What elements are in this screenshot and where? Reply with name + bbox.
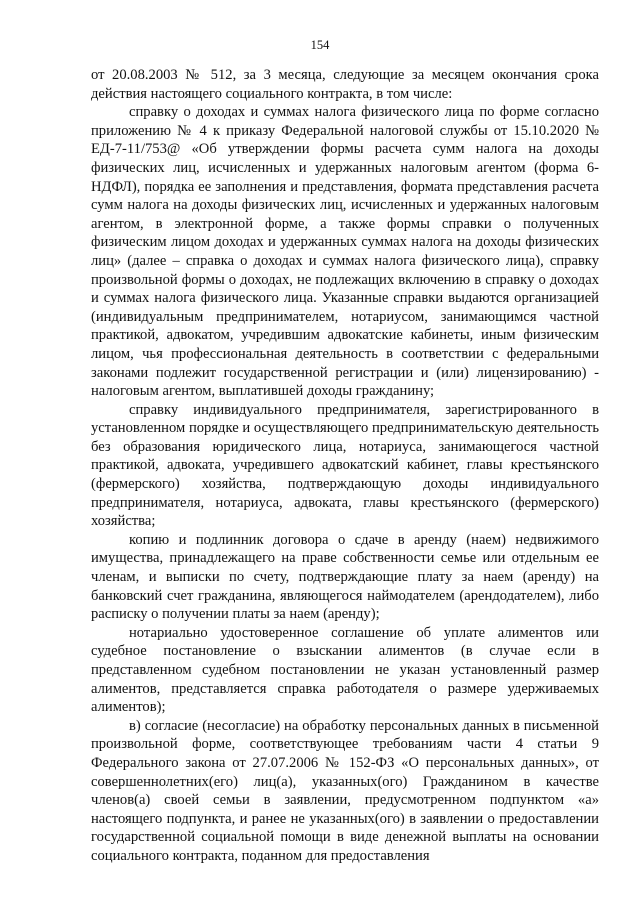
paragraph-personal-data-consent: в) согласие (несогласие) на обработку персональных данных в письменной произвольной форме, соответствующее требованиям части 4 статьи 9 Федерального закона от 27.07.2006 № 152-ФЗ «О персональных данных», от совершеннолетних(его) лиц(а), указанных(ого) Гражданином в качестве членов(а) своей семьи в заявлении, предусмотренном подпунктом «а» настоящего подпункта, и ранее не указанных(ого) в заявлении о предоставлении государственной социальной помощи в виде денежной выплаты на основании социального контракта, поданном для предоставления [91,717,599,864]
paragraph-lease-agreement: копию и подлинник договора о сдаче в аренду (наем) недвижимого имущества, принадлежащего на праве собственности семье или отдельным ее членам, и выписки по счету, подтверждающие плату за наем (аренду) на банковский счет гражданина, являющегося наймодателем (арендодателем), либо расписку о получении платы за наем (аренду); [91,531,599,623]
page-number: 154 [310,38,330,52]
paragraph-alimony-agreement: нотариально удостоверенное соглашение об уплате алиментов или судебное постановление о взыскании алиментов (в случае если в представленном судебном постановлении не указан установленный размер алиментов, представляется справка работодателя о размере удерживаемых алиментов); [91,624,599,716]
document-body [91,66,599,866]
paragraph-intro: от 20.08.2003 № 512, за 3 месяца, следующие за месяцем окончания срока действия настоящего социального контракта, в том числе: [91,67,599,102]
paragraph-entrepreneur-certificate: справку индивидуального предпринимателя, зарегистрированного в установленном порядке и осуществляющего предпринимательскую деятельность без образования юридического лица, нотариуса, занимающегося частной практикой, адвоката, учредившего адвокатский кабинет, главы крестьянского (фермерского) хозяйства, подтверждающую доходы индивидуального предпринимателя, нотариуса, адвоката, главы крестьянского (фермерского) хозяйства; [91,401,599,530]
paragraph-income-certificate: справку о доходах и суммах налога физического лица по форме согласно приложению № 4 к приказу Федеральной налоговой службы от 15.10.2020 № ЕД-7-11/753@ «Об утверждении формы расчета сумм налога на доходы физических лиц, исчисленных и удержанных налоговым агентом (форма 6-НДФЛ), порядка ее заполнения и представления, формата представления расчета сумм налога на доходы физических лиц, исчисленных и удержанных налоговым агентом, в электронной форме, а также формы справки о полученных физическим лицом доходах и удержанных суммах налога на доходы физических лиц» (далее – справка о доходах и суммах налога физического лица), справку произвольной формы о доходах, не подлежащих включению в справку о доходах и суммах налога физического лица. Указанные справки выдаются организацией (индивидуальным предпринимателем, нотариусом, занимающимся частной практикой, адвокатом, учредившим адвокатские кабинеты, иным физическим лицом, чья профессиональная деятельность в соответствии с федеральными законами подлежит государственной регистрации и (или) лицензированию) - налоговым агентом, выплатившей доходы гражданину; [91,104,599,400]
